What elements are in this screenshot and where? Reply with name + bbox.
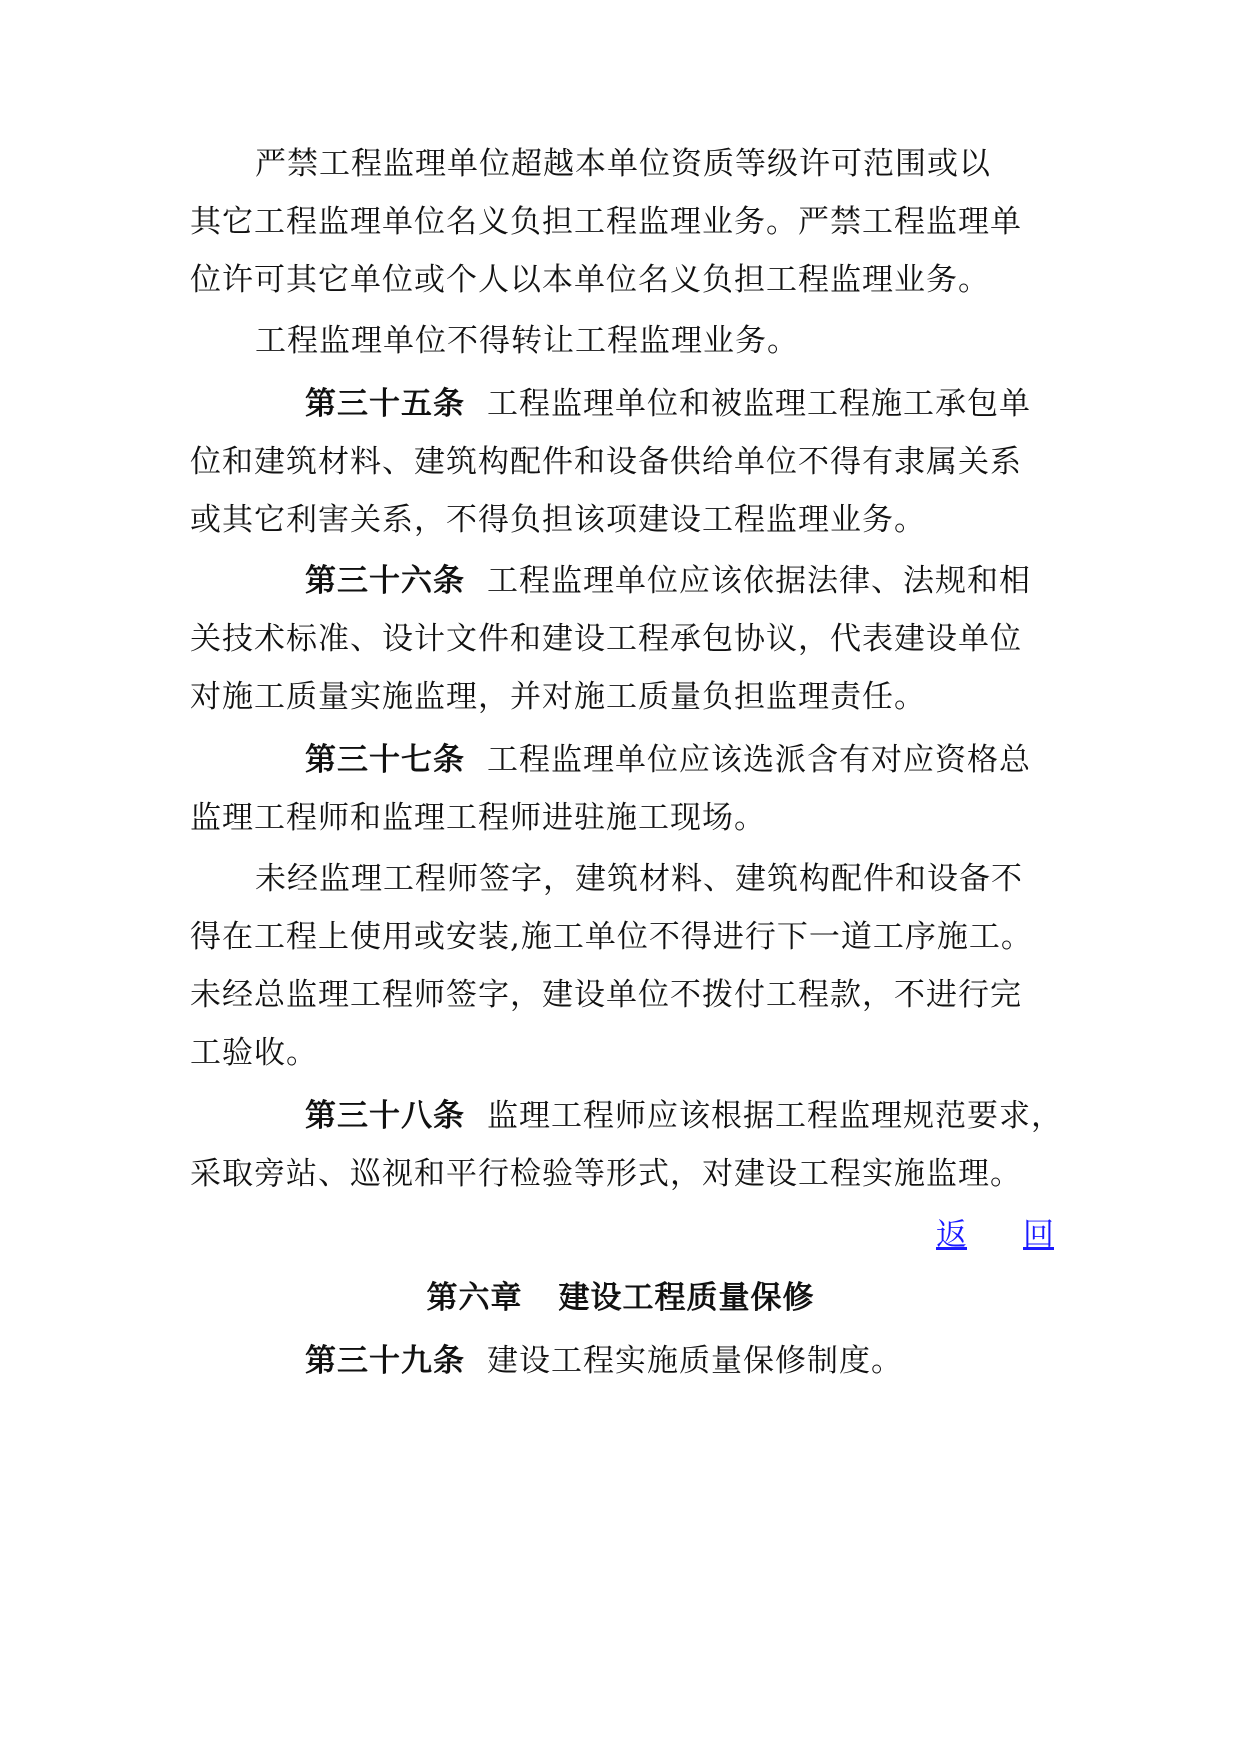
article-number: 第三十六条 [305,563,465,599]
paragraph-line: 位许可其它单位或个人以本单位名义负担工程监理业务。 [190,262,990,298]
article-text: 工程监理单位和被监理工程施工承包单 [487,386,1031,422]
back-link-char: 返 [936,1217,967,1253]
article-text: 工程监理单位应该选派含有对应资格总 [487,742,1031,778]
paragraph-line: 关技术标准、设计文件和建设工程承包协议，代表建设单位 [190,621,1022,657]
article-text: 工程监理单位应该依据法律、法规和相 [487,563,1031,599]
chapter-heading [0,1270,1241,1326]
paragraph-line: 采取旁站、巡视和平行检验等形式，对建设工程实施监理。 [190,1156,1022,1192]
article-36-first-line [305,553,1175,609]
article-number: 第三十八条 [305,1098,465,1134]
paragraph-line: 位和建筑材料、建筑构配件和设备供给单位不得有隶属关系 [190,444,1022,480]
article-37-first-line [305,732,1175,788]
paragraph-line: 未经总监理工程师签字，建设单位不拨付工程款，不进行完 [190,977,1022,1013]
paragraph-line: 工程监理单位不得转让工程监理业务。 [255,323,799,359]
back-link-char: 回 [1023,1217,1054,1253]
chapter-number: 第六章 [426,1280,523,1316]
paragraph-line: 得在工程上使用或安装,施工单位不得进行下一道工序施工。 [190,919,1033,955]
chapter-title: 建设工程质量保修 [558,1280,815,1316]
paragraph-line: 未经监理工程师签字，建筑材料、建筑构配件和设备不 [255,861,1023,897]
paragraph-line: 或其它利害关系，不得负担该项建设工程监理业务。 [190,502,926,538]
article-39-first-line [305,1333,1175,1389]
paragraph-line: 工验收。 [190,1035,318,1071]
article-38-first-line [305,1088,1175,1144]
back-link[interactable] [936,1207,1054,1263]
paragraph-line: 对施工质量实施监理，并对施工质量负担监理责任。 [190,679,926,715]
paragraph-line: 严禁工程监理单位超越本单位资质等级许可范围或以 [255,146,991,182]
article-text: 建设工程实施质量保修制度。 [487,1343,903,1379]
paragraph-line: 监理工程师和监理工程师进驻施工现场。 [190,800,766,836]
article-number: 第三十七条 [305,742,465,778]
article-35-first-line [305,376,1175,432]
paragraph-line: 其它工程监理单位名义负担工程监理业务。严禁工程监理单 [190,204,1022,240]
article-text: 监理工程师应该根据工程监理规范要求， [487,1098,1063,1134]
article-number: 第三十九条 [305,1343,465,1379]
article-number: 第三十五条 [305,386,465,422]
